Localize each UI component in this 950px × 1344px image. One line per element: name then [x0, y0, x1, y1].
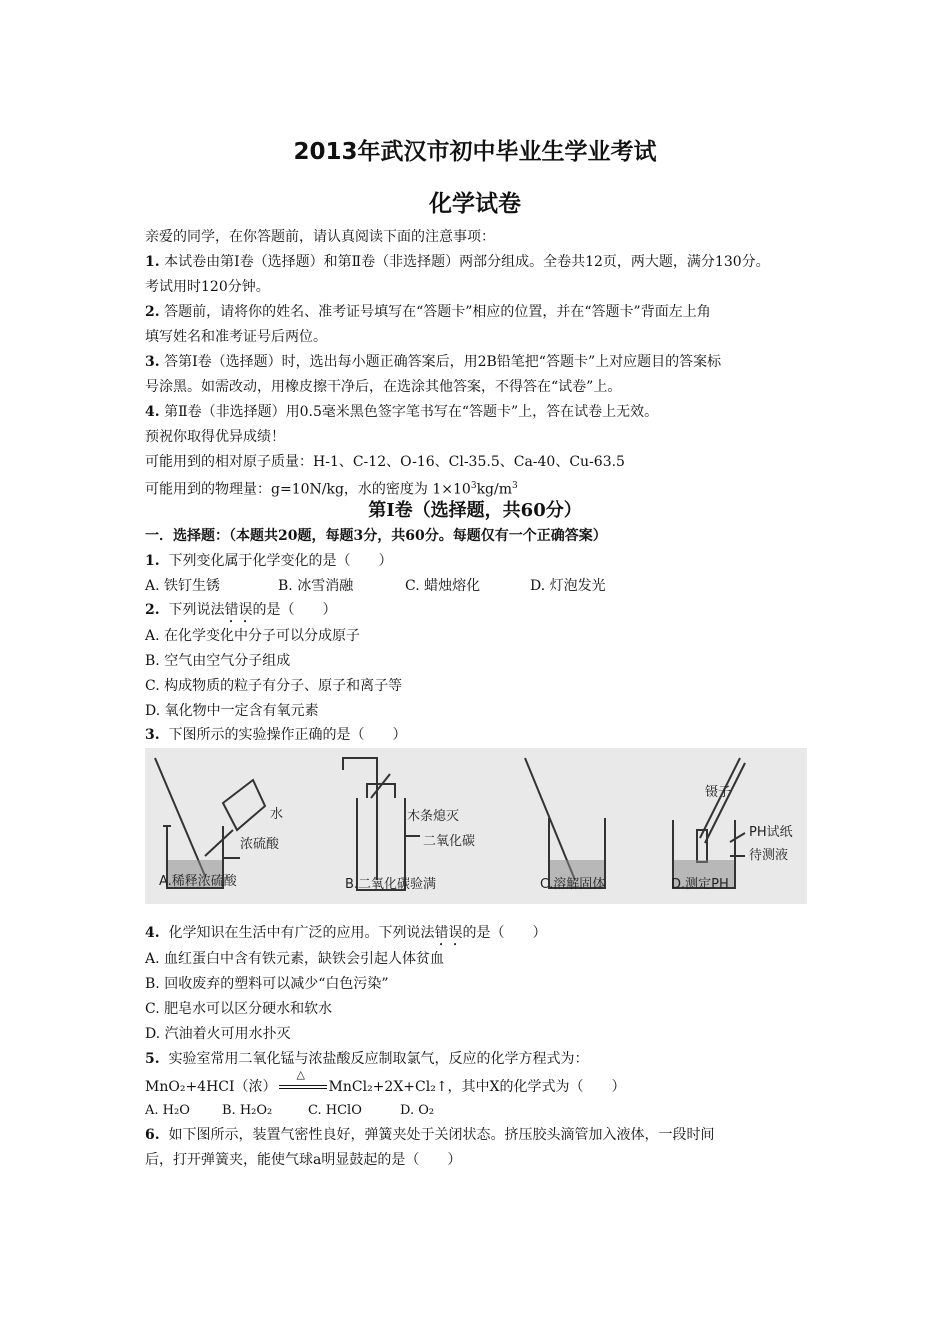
chemical-equation [145, 1068, 626, 1096]
caption-c: C.溶解固体 [540, 877, 606, 892]
experiment-figure [145, 748, 807, 904]
notice-text: 本试卷由第Ⅰ卷（选择题）和第Ⅱ卷（非选择题）两部分组成。全卷共12页，两大题，满分130分。 [164, 254, 770, 270]
wooden-stick [371, 774, 390, 798]
physics-pre: 可能用到的物理量：g=10N/kg，水的密度为 1×10 [145, 481, 471, 498]
question-text-post: 的是（ ） [462, 925, 547, 941]
label-ph-paper: PH试纸 [749, 825, 793, 840]
option-d: D. 灯泡发光 [530, 578, 606, 594]
label-water: 水 [270, 807, 284, 822]
notice-num: 4. [145, 404, 160, 420]
label-test-liquid: 待测液 [749, 848, 789, 863]
option-a: A. 血红蛋白中含有铁元素，缺铁会引起人体贫血 [145, 951, 445, 967]
label-conc-acid: 浓硫酸 [240, 837, 280, 852]
notice-item-2 [145, 303, 711, 321]
label-stick-out: 木条熄灭 [407, 809, 460, 824]
pouring-container [223, 780, 265, 830]
notice-text: 答第Ⅰ卷（选择题）时，选出每小题正确答案后，用2B铅笔把“答题卡”上对应题目的答案标 [164, 354, 722, 370]
exam-subtitle: 化学试卷 [429, 191, 521, 217]
option-b: B. H₂O₂ [222, 1103, 273, 1118]
exam-title: 2013年武汉市初中毕业生学业考试 [293, 139, 657, 165]
question-num: 5. [145, 1051, 160, 1067]
part-header: 一．选择题：（本题共20题，每题3分，共60分。每题仅有一个正确答案） [145, 528, 607, 544]
equation-right: MnCl₂+2X+Cl₂↑，其中X的化学式为（ ） [328, 1079, 626, 1095]
option-c: C. 构成物质的粒子有分子、原子和离子等 [145, 678, 403, 694]
notice-intro: 亲爱的同学，在你答题前，请认真阅读下面的注意事项： [145, 229, 495, 245]
question-text-pre: 化学知识在生活中有广泛的应用。下列说法 [168, 925, 435, 941]
label-co2: 二氧化碳 [423, 834, 476, 849]
question-num: 3. [145, 727, 160, 743]
option-d: D. 氧化物中一定含有氧元素 [145, 703, 319, 719]
question-num: 4. [145, 925, 160, 941]
option-c: C. 肥皂水可以区分硬水和软水 [145, 1001, 333, 1017]
question-3 [145, 726, 407, 744]
section-title: 第Ⅰ卷（选择题，共60分） [368, 500, 582, 521]
notice-num: 1. [145, 254, 160, 270]
notice-item-4 [145, 403, 658, 421]
equation-sign [277, 1068, 329, 1096]
option-c: C. 蜡烛熔化 [405, 578, 481, 594]
question-text: 如下图所示，装置气密性良好，弹簧夹处于关闭状态。挤压胶头滴管加入液体，一段时间 [168, 1127, 715, 1143]
physics-mid: kg/m [476, 481, 512, 498]
option-a: A. H₂O [145, 1103, 190, 1118]
emphasis-word: 错误 [434, 925, 463, 941]
question-num: 2. [145, 602, 160, 618]
option-c: C. HClO [308, 1103, 362, 1118]
equation-left: MnO₂+4HCI（浓） [145, 1079, 277, 1095]
question-num: 6. [145, 1127, 160, 1143]
question-text: 下列变化属于化学变化的是（ ） [168, 553, 393, 569]
option-b: B. 回收废弃的塑料可以减少“白色污染” [145, 976, 389, 992]
caption-d: D.测定PH [671, 877, 729, 892]
notice-item-3-cont: 号涂黑。如需改动，用橡皮擦干净后，在选涂其他答案，不得答在“试卷”上。 [145, 379, 622, 395]
question-text: 下图所示的实验操作正确的是（ ） [168, 727, 407, 743]
question-1 [145, 552, 393, 570]
question-5 [145, 1050, 589, 1068]
question-2 [145, 601, 337, 626]
notice-text: 答题前，请将你的姓名、准考证号填写在“答题卡”相应的位置，并在“答题卡”背面左上角 [164, 304, 711, 320]
notice-item-1 [145, 253, 770, 271]
question-text: 实验室常用二氧化锰与浓盐酸反应制取氯气，反应的化学方程式为： [168, 1051, 589, 1067]
notice-atomic-mass: 可能用到的相对原子质量：H-1、C-12、O-16、Cl-35.5、Ca-40、Cu-63.5 [145, 454, 625, 470]
notice-item-2-cont: 填写姓名和准考证号后两位。 [145, 329, 327, 345]
question-6-cont: 后，打开弹簧夹，能使气球a明显鼓起的是（ ） [145, 1152, 462, 1168]
question-num: 1. [145, 553, 160, 569]
emphasis-word: 错误 [224, 602, 253, 618]
question-text-post: 的是（ ） [252, 602, 337, 618]
question-4 [145, 924, 547, 949]
notice-wish: 预祝你取得优异成绩！ [145, 429, 285, 445]
question-6 [145, 1126, 715, 1144]
caption-a: A.稀释浓硫酸 [159, 874, 237, 889]
physics-sup-1: 3 [470, 481, 477, 491]
option-d: D. 汽油着火可用水扑灭 [145, 1026, 291, 1042]
caption-b: B.二氧化碳验满 [345, 877, 437, 892]
notice-text: 第Ⅱ卷（非选择题）用0.5毫米黑色签字笔书写在“答题卡”上，答在试卷上无效。 [164, 404, 659, 420]
question-text-pre: 下列说法 [168, 602, 225, 618]
physics-sup-2: 3 [512, 481, 518, 491]
heat-symbol: △ [296, 1068, 305, 1081]
option-a: A. 在化学变化中分子可以分成原子 [145, 628, 361, 644]
notice-num: 3. [145, 354, 160, 370]
notice-num: 2. [145, 304, 160, 320]
label-tweezers: 镊子 [705, 785, 732, 800]
option-a: A. 铁钉生锈 [145, 578, 221, 594]
experiment-figure-svg [145, 748, 807, 904]
gas-tube [343, 758, 377, 880]
option-d: D. O₂ [400, 1103, 435, 1118]
option-b: B. 冰雪消融 [278, 578, 354, 594]
glass-rod-a [155, 758, 205, 876]
option-b: B. 空气由空气分子组成 [145, 653, 291, 669]
notice-item-3 [145, 353, 721, 371]
notice-item-1-cont: 考试用时120分钟。 [145, 279, 270, 295]
